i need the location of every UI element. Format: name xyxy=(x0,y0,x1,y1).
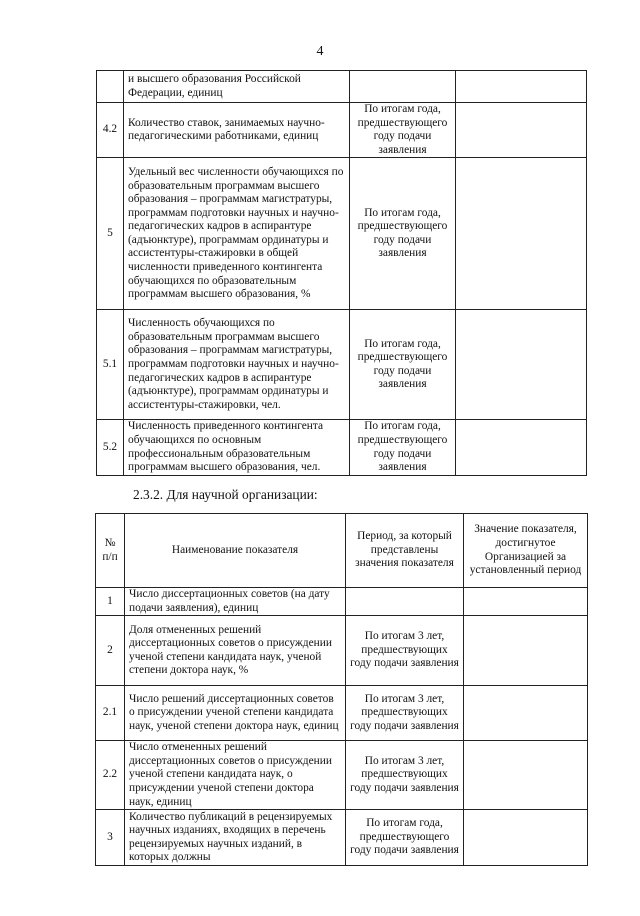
indicator-name: Численность приведенного контингента обучающихся по основным профессиональным образовательным программам высшего образования, чел. xyxy=(124,420,350,475)
table-row xyxy=(96,588,588,616)
header-indicator-name: Наименование показателя xyxy=(125,514,346,588)
row-number: 5 xyxy=(97,158,124,310)
indicator-name: Число решений диссертационных советов о присуждении ученой степени кандидата наук, ученой степени доктора наук, единиц xyxy=(125,686,346,741)
indicator-name: Доля отмененных решений диссертационных советов о присуждении ученой степени кандидата наук, ученой степени доктора наук, % xyxy=(125,616,346,686)
table-row xyxy=(97,310,587,420)
row-number xyxy=(97,71,124,103)
indicator-name: и высшего образования Российской Федерации, единиц xyxy=(124,71,350,103)
table-row xyxy=(96,810,588,866)
table-row xyxy=(96,686,588,741)
table-row xyxy=(96,616,588,686)
indicator-period: По итогам года, предшествующего году подачи заявления xyxy=(346,810,464,866)
row-number: 5.1 xyxy=(97,310,124,420)
indicator-name: Число диссертационных советов (на дату подачи заявления), единиц xyxy=(125,588,346,616)
row-number: 5.2 xyxy=(97,420,124,475)
table-row xyxy=(97,103,587,158)
indicator-value xyxy=(464,686,588,741)
table-row xyxy=(96,741,588,810)
section-title: 2.3.2. Для научной организации: xyxy=(133,487,318,502)
table-header-row xyxy=(96,514,588,588)
indicator-value xyxy=(456,158,587,310)
indicator-value xyxy=(456,71,587,103)
indicator-value xyxy=(464,616,588,686)
indicator-name: Численность обучающихся по образовательным программам высшего образования – программам магистратуры, программам подготовки научных и научно-педагогических кадров в аспирантуре (адъюнктуре), программам ординатуры и ассистентуры-стажировки, чел. xyxy=(124,310,350,420)
row-number: 1 xyxy=(96,588,125,616)
indicator-value xyxy=(464,810,588,866)
row-number: 2.1 xyxy=(96,686,125,741)
indicator-name: Количество ставок, занимаемых научно-педагогическими работниками, единиц xyxy=(124,103,350,158)
scientific-organization-indicators-table xyxy=(95,513,588,866)
indicator-name: Число отмененных решений диссертационных советов о присуждении ученой степени кандидата наук, о присуждении ученой степени доктора наук, единиц xyxy=(125,741,346,810)
indicator-value xyxy=(456,420,587,475)
indicator-period: По итогам 3 лет, предшествующих году подачи заявления xyxy=(346,741,464,810)
indicator-value xyxy=(464,588,588,616)
indicator-period: По итогам года, предшествующего году подачи заявления xyxy=(350,310,456,420)
indicators-table-continued xyxy=(96,70,587,476)
indicator-period xyxy=(350,71,456,103)
indicator-value xyxy=(456,310,587,420)
indicator-period: По итогам года, предшествующего году подачи заявления xyxy=(350,103,456,158)
header-number: № п/п xyxy=(96,514,125,588)
indicator-value xyxy=(464,741,588,810)
row-number: 4.2 xyxy=(97,103,124,158)
indicator-period: По итогам года, предшествующего году подачи заявления xyxy=(350,420,456,475)
indicator-period: По итогам года, предшествующего году подачи заявления xyxy=(350,158,456,310)
page-number: 4 xyxy=(316,44,324,59)
header-value: Значение показателя, достигнутое Организацией за установленный период xyxy=(464,514,588,588)
table-row xyxy=(97,158,587,310)
table-row xyxy=(97,71,587,103)
indicator-name: Удельный вес численности обучающихся по образовательным программам высшего образования – программам магистратуры, программам подготовки научных и научно-педагогических кадров в аспирантуре (адъюнктуре), программам ординатуры и ассистентуры-стажировки в общей численности приведенного контингента обучающихся по образовательным программам высшего образования, % xyxy=(124,158,350,310)
table-row xyxy=(97,420,587,475)
row-number: 3 xyxy=(96,810,125,866)
indicator-value xyxy=(456,103,587,158)
header-period: Период, за который представлены значения показателя xyxy=(346,514,464,588)
indicator-period: По итогам 3 лет, предшествующих году подачи заявления xyxy=(346,616,464,686)
row-number: 2.2 xyxy=(96,741,125,810)
indicator-name: Количество публикаций в рецензируемых научных изданиях, входящих в перечень рецензируемых научных изданий, в которых должны xyxy=(125,810,346,866)
indicator-period: По итогам 3 лет, предшествующих году подачи заявления xyxy=(346,686,464,741)
row-number: 2 xyxy=(96,616,125,686)
indicator-period xyxy=(346,588,464,616)
